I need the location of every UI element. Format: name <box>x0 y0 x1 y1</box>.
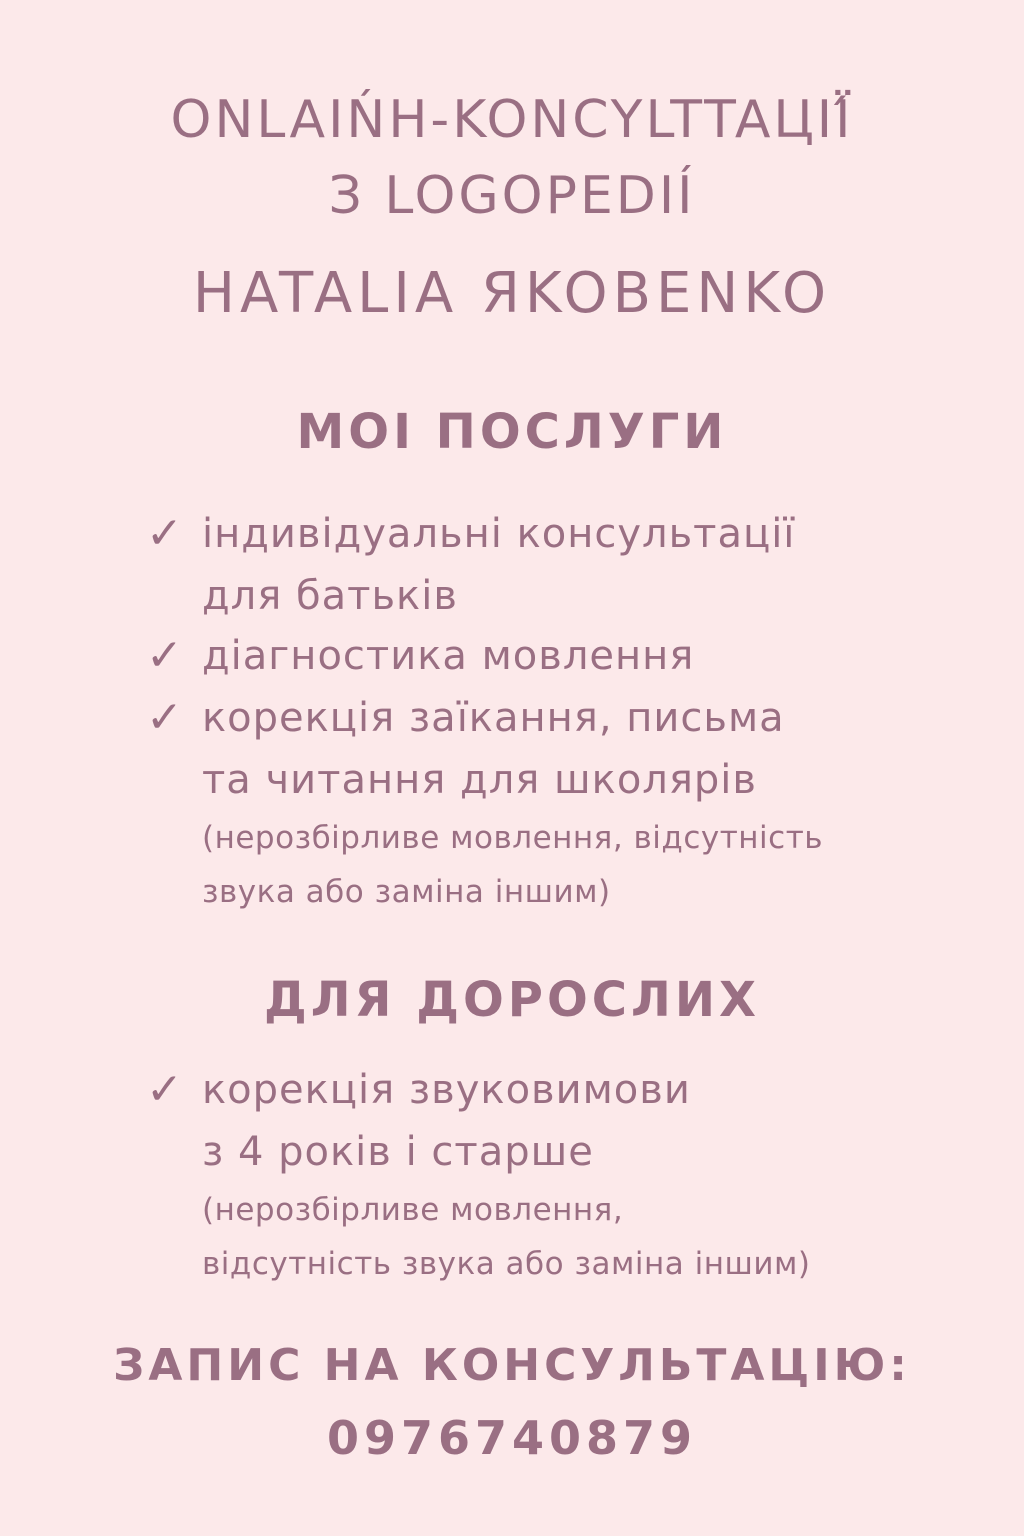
service-item-line: діагностика мовлення <box>202 633 695 679</box>
service-item-line: корекція заїкання, письма <box>202 695 785 741</box>
service-item-line: для батьків <box>202 573 458 619</box>
service-item-line: індивідуальні консультації <box>202 511 796 557</box>
service-item-note: звука або заміна іншим) <box>202 874 611 910</box>
adult-item-line: з 4 років і старше <box>202 1129 594 1175</box>
adults-heading: ДЛЯ ДОРОСЛИХ <box>263 972 761 1028</box>
checkmark-icon: ✓ <box>146 692 183 743</box>
checkmark-icon: ✓ <box>146 630 183 681</box>
specialist-name: HATALIA ЯKOBENKO <box>192 261 832 326</box>
adult-item-note: відсутність звука або заміна іншим) <box>202 1246 811 1282</box>
services-heading: МОІ ПОСЛУГИ <box>296 404 728 460</box>
service-item-line: та читання для школярів <box>202 757 757 803</box>
adult-item-note: (нерозбірливе мовлення, <box>202 1192 624 1228</box>
title-line-2: З LOGOPEDIÍ <box>328 166 696 226</box>
checkmark-icon: ✓ <box>146 508 183 559</box>
booking-label: ЗАПИС НА КОНСУЛЬТАЦІЮ: <box>113 1340 911 1391</box>
checkmark-icon: ✓ <box>146 1064 183 1115</box>
adult-item-line: корекція звуковимови <box>202 1067 691 1113</box>
phone-number[interactable]: 0976740879 <box>326 1411 698 1465</box>
service-item-note: (нерозбірливе мовлення, відсутність <box>202 820 824 856</box>
title-line-1: ONLAIŃH-KONCYLTTAЦІЇ́ <box>170 90 854 150</box>
